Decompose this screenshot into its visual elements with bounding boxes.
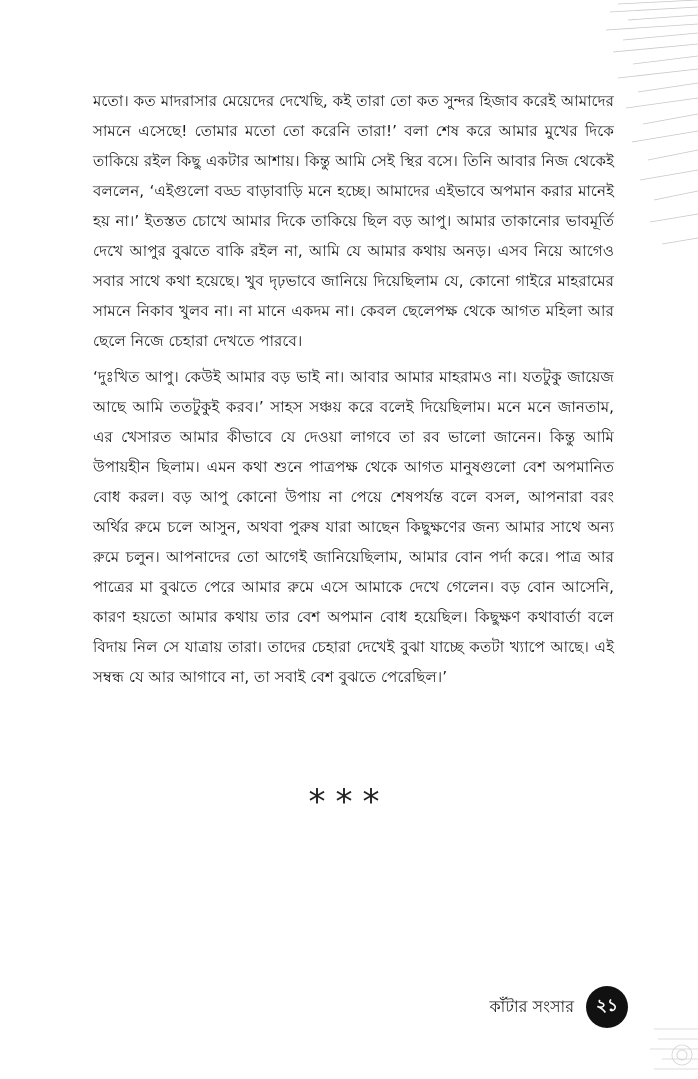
- page-number-badge: ২১: [586, 986, 628, 1028]
- body-text: [93, 86, 614, 698]
- paragraph-2: ‘দুঃখিত আপু। কেউই আমার বড় ভাই না। আবার আমার মাহরামও না। যতটুকু জায়েজ আছে আমি ততটুকুই করব।’ সাহস সঞ্চয় করে বলেই দিয়েছিলাম। মনে মনে জানতাম, এর খেসারত আমার কীভাবে যে দেওয়া লাগবে তা রব ভালো জানেন। কিন্তু আমি উপায়হীন ছিলাম। এমন কথা শুনে পাত্রপক্ষ থেকে আগত মানুষগুলো বেশ অপমানিত বোধ করল। বড় আপু কোনো উপায় না পেয়ে শেষপর্যন্ত বলে বসল, আপনারা বরং অর্থির রুমে চলে আসুন, অথবা পুরুষ যারা আছেন কিছুক্ষণের জন্য আমার সাথে অন্য রুমে চলুন। আপনাদের তো আগেই জানিয়েছিলাম, আমার বোন পর্দা করে। পাত্র আর পাত্রের মা বুঝতে পেরে আমার রুমে এসে আমাকে দেখে গেলেন। বড় বোন আসেনি, কারণ হয়তো আমার কথায় তার বেশ অপমান বোধ হয়েছিল। কিছুক্ষণ কথাবার্তা বলে বিদায় নিল সে যাত্রায় তারা। তাদের চেহারা দেখেই বুঝা যাচ্ছে কতটা খ্যাপে আছে। এই সম্বন্ধ যে আর আগাবে না, তা সবাই বেশ বুঝতে পেরেছিল।’: [93, 368, 614, 686]
- bottom-ornament-decoration: [558, 969, 698, 1079]
- paragraph-1: মতো। কত মাদরাসার মেয়েদের দেখেছি, কই তারা তো কত সুন্দর হিজাব করেই আমাদের সামনে এসেছে! তোমার মতো তো করেনি তারা!’ বলা শেষ করে আমার মুখের দিকে তাকিয়ে রইল কিছু একটার আশায়। কিন্তু আমি সেই স্থির বসে। তিনি আবার নিজ থেকেই বললেন, ‘এইগুলো বড্ড বাড়াবাড়ি মনে হচ্ছে। আমাদের এইভাবে অপমান করার মানেই হয় না।’ ইতস্তত চোখে আমার দিকে তাকিয়ে ছিল বড় আপু। আমার তাকানোর ভাবমূর্তি দেখে আপুর বুঝতে বাকি রইল না, আমি যে আমার কথায় অনড়। এসব নিয়ে আগেও সবার সাথে কথা হয়েছে। খুব দৃঢ়ভাবে জানিয়ে দিয়েছিলাম যে, কোনো গাইরে মাহরামের সামনে নিকাব খুলব না। না মানে একদম না। কেবল ছেলেপক্ষ থেকে আগত মহিলা আর ছেলে নিজে চেহারা দেখতে পারবে।: [93, 92, 614, 350]
- section-separator: ***: [308, 782, 390, 822]
- book-title: কাঁটার সংসার: [489, 996, 574, 1016]
